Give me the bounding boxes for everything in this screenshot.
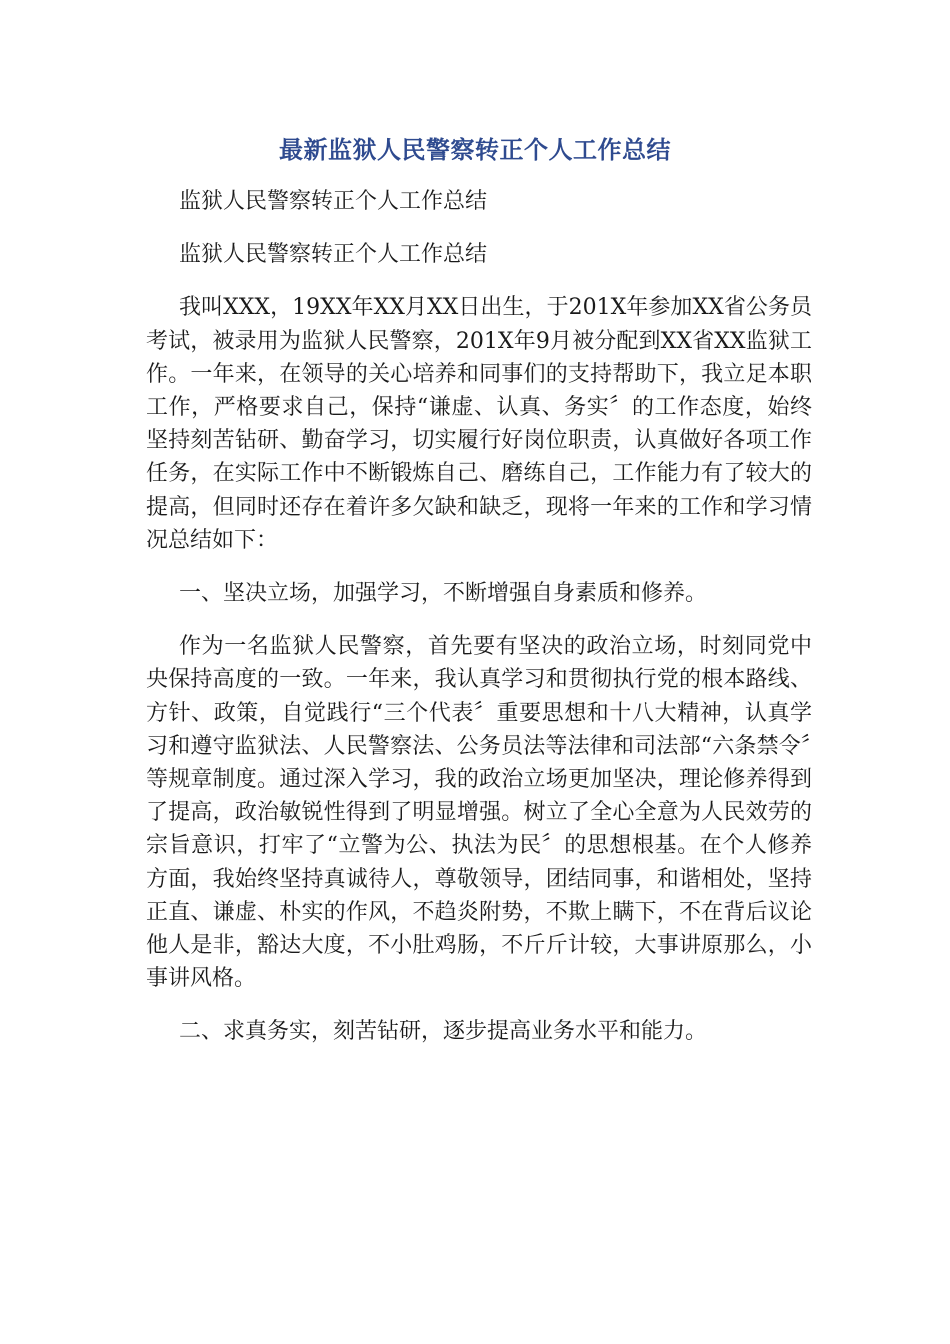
subtitle-line-2: 监狱人民警察转正个人工作总结: [179, 242, 488, 268]
section-heading-2: 二、求真务实，刻苦钻研，逐步提高业务水平和能力。: [179, 1019, 708, 1045]
section-1-paragraph: 作为一名监狱人民警察，首先要有坚决的政治立场，时刻同党中央保持高度的一致。一年来，我认真学习和贯彻执行党的根本路线、方针、政策，自觉践行“三个代表〞重要思想和十八大精神，认真学习和遵守监狱法、人民警察法、公务员法等法律和司法部“六条禁令〞等规章制度。通过深入学习，我的政治立场更加坚决，理论修养得到了提高，政治敏锐性得到了明显增强。树立了全心全意为人民效劳的宗旨意识，打牢了“立警为公、执法为民〞的思想根基。在个人修养方面，我始终坚持真诚待人，尊敬领导，团结同事，和谐相处，坚持正直、谦虚、朴实的作风，不趋炎附势，不欺上瞒下，不在背后议论他人是非，豁达大度，不小肚鸡肠，不斤斤计较，大事讲原那么，小事讲风格。: [146, 634, 812, 992]
document-body: [146, 185, 812, 1069]
subtitle-line-1: 监狱人民警察转正个人工作总结: [179, 189, 488, 214]
section-heading-1: 一、坚决立场，加强学习，不断增强自身素质和修养。: [179, 581, 708, 607]
intro-paragraph: 我叫XXX，19XX年XX月XX日出生，于201X年参加XX省公务员考试，被录用为监狱人民警察，201X年9月被分配到XX省XX监狱工作。一年来，在领导的关心培养和同事们的支持帮助下，我立足本职工作，严格要求自己，保持“谦虚、认真、务实〞的工作态度，始终坚持刻苦钻研、勤奋学习，切实履行好岗位职责，认真做好各项工作任务，在实际工作中不断锻炼自己、磨练自己，工作能力有了较大的提高，但同时还存在着许多欠缺和缺乏，现将一年来的工作和学习情况总结如下：: [146, 295, 812, 553]
document-title: 最新监狱人民警察转正个人工作总结: [279, 136, 671, 164]
